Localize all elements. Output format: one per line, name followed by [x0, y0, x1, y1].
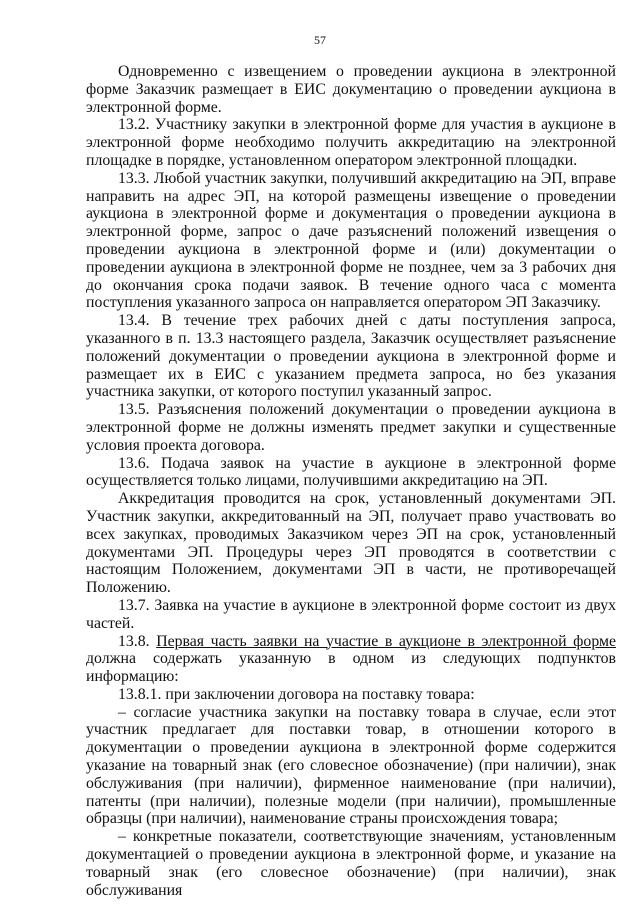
paragraph: 13.2. Участнику закупки в электронной форме для участия в аукционе в электронной форме необходимо получить аккредитацию на электронной площадке в порядке, установленном оператором электронной площадки.: [86, 116, 616, 169]
paragraph: Одновременно с извещением о проведении аукциона в электронной форме Заказчик размещает в ЕИС документацию о проведении аукциона в электронной форме.: [86, 63, 616, 116]
document-body: [86, 63, 616, 899]
underlined-heading: Первая часть заявки на участие в аукционе в электронной форме: [156, 632, 616, 650]
paragraph: 13.4. В течение трех рабочих дней с даты поступления запроса, указанного в п. 13.3 настоящего раздела, Заказчик осуществляет разъяснение положений документации о проведении аукциона в электронной форме и размещает их в ЕИС с указанием предмета запроса, но без указания участника закупки, от которого поступил указанный запрос.: [86, 312, 616, 401]
paragraph: 13.3. Любой участник закупки, получивший аккредитацию на ЭП, вправе направить на адрес ЭП, на которой размещены извещение о проведении аукциона в электронной форме и документация о проведении аукциона в электронной форме, запрос о даче разъяснений положений извещения о проведении аукциона в электронной форме и (или) документации о проведении аукциона в электронной форме не позднее, чем за 3 рабочих дня до окончания срока подачи заявок. В течение одного часа с момента поступления указанного запроса он направляется оператором ЭП Заказчику.: [86, 169, 616, 312]
paragraph-text: должна содержать указанную в одном из следующих подпунктов информацию:: [86, 650, 616, 686]
paragraph: Аккредитация проводится на срок, установленный документами ЭП. Участник закупки, аккредитованный на ЭП, получает право участвовать во всех закупках, проводимых Заказчиком через ЭП на срок, установленный документами ЭП. Процедуры через ЭП проводятся в соответствии с настоящим Положением, документами ЭП в части, не противоречащей Положению.: [86, 490, 616, 597]
page-number: 57: [314, 33, 326, 47]
paragraph: 13.6. Подача заявок на участие в аукционе в электронной форме осуществляется только лицами, получившими аккредитацию на ЭП.: [86, 454, 616, 490]
clause-number: 13.8.: [118, 632, 150, 650]
paragraph: 13.8.1. при заключении договора на поставку товара:: [118, 685, 475, 703]
paragraph: – конкретные показатели, соответствующие значениям, установленным документацией о проведении аукциона в электронной форме, и указание на товарный знак (его словесное обозначение) (при наличии), знак обслуживания: [86, 828, 616, 899]
paragraph: – согласие участника закупки на поставку товара в случае, если этот участник предлагает для поставки товар, в отношении которого в документации о проведении аукциона в электронной форме содержится указание на товарный знак (его словесное обозначение) (при наличии), знак обслуживания (при наличии), фирменное наименование (при наличии), патенты (при наличии), полезные модели (при наличии), промышленные образцы (при наличии), наименование страны происхождения товара;: [86, 703, 616, 828]
paragraph-13-8: [86, 633, 616, 686]
paragraph: 13.7. Заявка на участие в аукционе в электронной форме состоит из двух частей.: [86, 596, 616, 632]
paragraph: 13.5. Разъяснения положений документации о проведении аукциона в электронной форме не должны изменять предмет закупки и существенные условия проекта договора.: [86, 401, 616, 454]
